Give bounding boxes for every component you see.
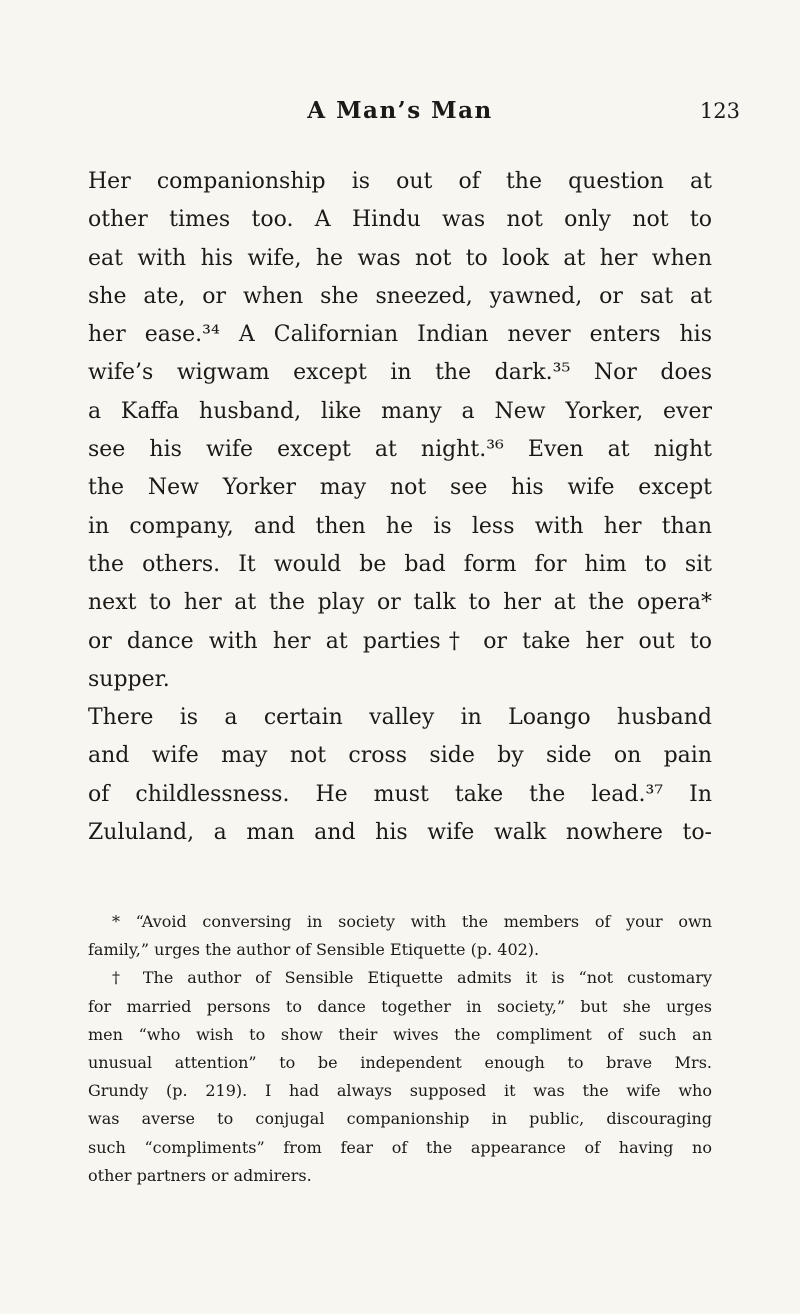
body-line: or dance with her at parties† or take her out to bbox=[88, 628, 712, 654]
body-line: There is a certain valley in Loango husband bbox=[88, 705, 712, 731]
body-line: a Kaffa husband, like many a New Yorker, ever bbox=[88, 398, 712, 424]
body-line: in company, and then he is less with her than bbox=[88, 513, 712, 539]
footnote-line: Grundy (p. 219). I had always supposed it was the wife who bbox=[88, 1081, 712, 1101]
body-line: other times too. A Hindu was not only not to bbox=[88, 207, 712, 233]
footnote-line: was averse to conjugal companionship in public, discouraging bbox=[88, 1109, 712, 1129]
footnote-line: * “Avoid conversing in society with the members of your own bbox=[112, 912, 712, 931]
running-title: A Man’s Man bbox=[307, 97, 493, 124]
running-head bbox=[60, 96, 740, 130]
body-line: supper. bbox=[88, 666, 170, 692]
footnote-line: † The author of Sensible Etiquette admits it is “not customary bbox=[112, 968, 712, 988]
body-line: her ease.³⁴ A Californian Indian never enters his bbox=[88, 322, 712, 348]
body-line: and wife may not cross side by side on pain bbox=[88, 743, 712, 769]
footnote-line: such “compliments” from fear of the appearance of having no bbox=[88, 1137, 712, 1157]
footnote-line: men “who wish to show their wives the compliment of such an bbox=[88, 1024, 712, 1044]
body-line: Her companionship is out of the question at bbox=[88, 169, 712, 194]
footnote-line: other partners or admirers. bbox=[88, 1165, 312, 1185]
footnote-line: unusual attention” to be independent enough to brave Mrs. bbox=[88, 1052, 712, 1072]
body-line: wife’s wigwam except in the dark.³⁵ Nor does bbox=[88, 360, 712, 386]
footnotes bbox=[88, 908, 712, 1190]
body-line: see his wife except at night.³⁶ Even at night bbox=[88, 437, 712, 463]
body-line: she ate, or when she sneezed, yawned, or sat at bbox=[88, 283, 712, 309]
body-line: the New Yorker may not see his wife except bbox=[88, 475, 712, 501]
body-text bbox=[88, 163, 712, 852]
body-line: of childlessness. He must take the lead.³⁷ In bbox=[88, 781, 712, 807]
footnote-line: family,” urges the author of Sensible Etiquette (p. 402). bbox=[88, 940, 540, 960]
body-line: next to her at the play or talk to her at the opera* bbox=[88, 590, 712, 616]
page-number: 123 bbox=[699, 99, 740, 123]
body-line: the others. It would be bad form for him to sit bbox=[88, 551, 712, 577]
body-line: Zululand, a man and his wife walk nowhere to- bbox=[88, 820, 712, 846]
footnote-line: for married persons to dance together in society,” but she urges bbox=[88, 996, 712, 1016]
body-line: eat with his wife, he was not to look at her when bbox=[88, 245, 712, 271]
